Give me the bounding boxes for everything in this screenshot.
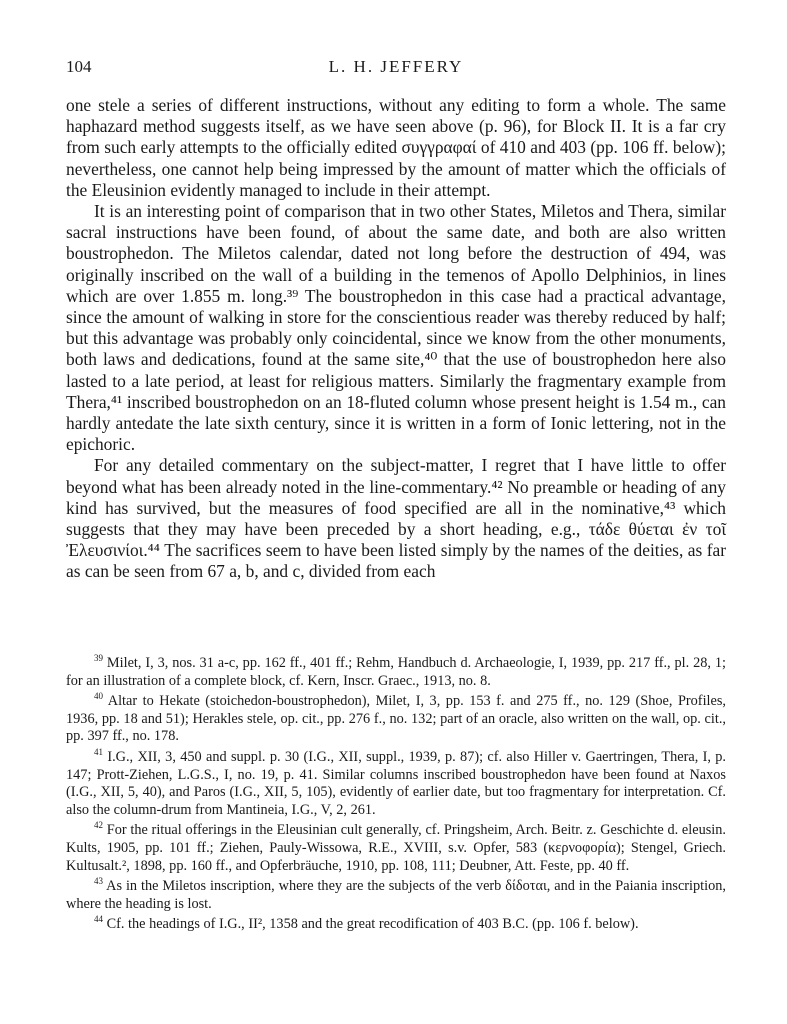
footnote-text: For the ritual offerings in the Eleusinian cult generally, cf. Pringsheim, Arch. Beitr. z. Geschichte d. eleusin. Kults, 1905, pp. 101 ff.; Ziehen, Pauly-Wissowa, R.E., XVIII, s.v. Opfer, 583 (κερνοφορία); Stengel, Griech. Kultusalt.², 1898, pp. 160 ff., and Opferbräuche, 1910, pp. 108, 111; Deubner, Att. Feste, pp. 40 ff. (66, 822, 726, 874)
footnote-number: 42 (94, 820, 103, 831)
footnote (66, 655, 726, 690)
page-number: 104 (66, 57, 92, 76)
footnotes (66, 655, 726, 937)
footnote (66, 878, 726, 913)
footnote-text: Milet, I, 3, nos. 31 a-c, pp. 162 ff., 401 ff.; Rehm, Handbuch d. Archaeologie, I, 1939, pp. 217 ff., pl. 28, 1; for an illustration of a complete block, cf. Kern, Inscr. Graec., 1913, no. 8. (66, 655, 726, 689)
footnote (66, 749, 726, 819)
footnote (66, 693, 726, 746)
paragraph: For any detailed commentary on the subject-matter, I regret that I have little to offer beyond what has been already noted in the line-commentary.⁴² No preamble or heading of any kind has survived, but the measures of food specified are all in the nominative,⁴³ which suggests that they may have been preceded by a short heading, e.g., τάδε θύεται ἐν τοῖ Ἐλευσινίοι.⁴⁴ The sacrifices seem to have been listed simply by the names of the deities, as far as can be seen from 67 a, b, and c, divided from each (66, 455, 726, 582)
footnote-number: 44 (94, 914, 103, 925)
footnote-text: Altar to Hekate (stoichedon-boustrophedon), Milet, I, 3, pp. 153 f. and 275 ff., no. 129 (Shoe, Profiles, 1936, pp. 18 and 51); Herakles stele, op. cit., pp. 276 f., no. 132; part of an oracle, also written on the wall, op. cit., pp. 397 ff., no. 178. (66, 693, 726, 745)
footnote-number: 41 (94, 747, 103, 758)
footnote-number: 39 (94, 653, 103, 664)
body-text (66, 95, 726, 583)
paragraph: one stele a series of different instructions, without any editing to form a whole. The same haphazard method suggests itself, as we have seen above (p. 96), for Block II. It is a far cry from such early attempts to the officially edited συγγραφαί of 410 and 403 (pp. 106 ff. below); nevertheless, one cannot help being impressed by the amount of matter which the officials of the Eleusinion evidently managed to include in their attempt. (66, 95, 726, 200)
footnote (66, 916, 726, 934)
footnote (66, 822, 726, 875)
footnote-text: Cf. the headings of I.G., II², 1358 and the great recodification of 403 B.C. (pp. 106 f. below). (106, 916, 639, 933)
running-head: L. H. JEFFERY (328, 57, 464, 76)
paragraph: It is an interesting point of comparison that in two other States, Miletos and Thera, similar sacral instructions have been found, of about the same date, and both are also written boustrophedon. The Miletos calendar, dated not long before the destruction of 494, was originally inscribed on the wall of a building in the temenos of Apollo Delphinios, in lines which are over 1.855 m. long.³⁹ The boustrophedon in this case had a practical advantage, since the amount of walking in store for the conscientious reader was thereby reduced by half; but this advantage was probably only coincidental, since we know from the other monuments, both laws and dedications, found at the same site,⁴⁰ that the use of boustrophedon here also lasted to a late period, at least for religious matters. Similarly the fragmentary example from Thera,⁴¹ inscribed boustrophedon on an 18-fluted column whose present height is 1.54 m., can hardly antedate the late sixth century, since it is written in a form of Ionic lettering, not in the epichoric. (66, 201, 726, 455)
footnote-number: 40 (94, 691, 103, 702)
footnote-text: As in the Miletos inscription, where they are the subjects of the verb δίδοται, and in the Paiania inscription, where the heading is lost. (66, 878, 726, 912)
footnote-text: I.G., XII, 3, 450 and suppl. p. 30 (I.G., XII, suppl., 1939, p. 87); cf. also Hiller v. Gaertringen, Thera, I, p. 147; Prott-Ziehen, L.G.S., I, no. 19, p. 41. Similar columns inscribed boustrophedon have been found at Naxos (I.G., XII, 5, 40), and Paros (I.G., XII, 5, 105), evidently of earlier date, but too fragmentary for interpretation. Cf. also the column-drum from Mantineia, I.G., V, 2, 261. (66, 748, 727, 818)
page-header (66, 57, 726, 81)
footnote-number: 43 (94, 876, 103, 887)
